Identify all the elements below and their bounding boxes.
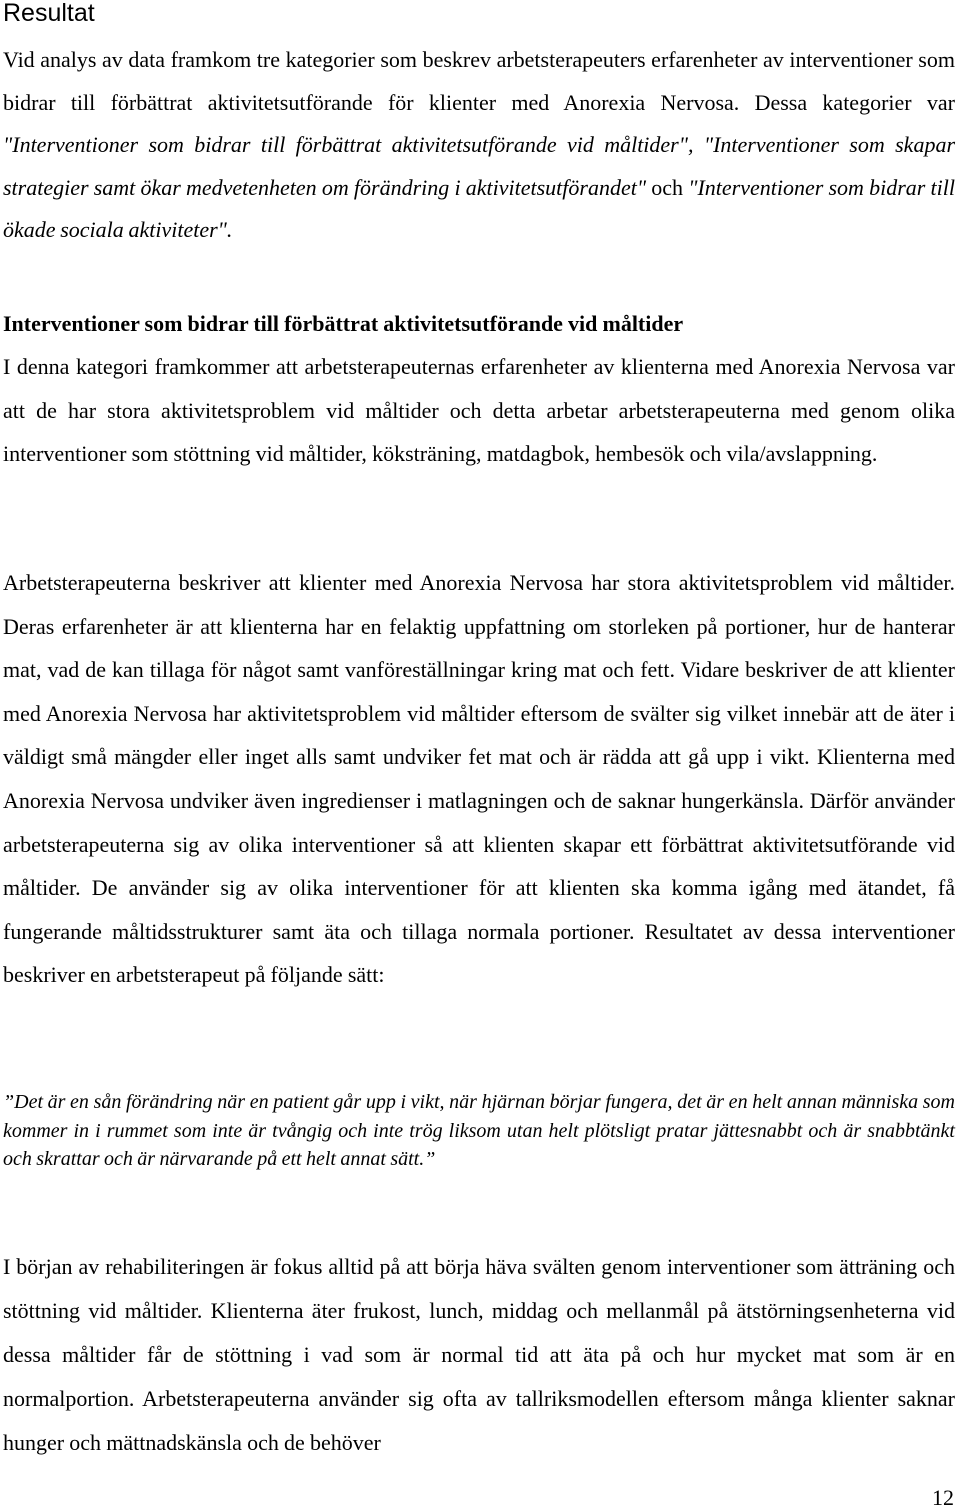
intro-text-2: och <box>646 174 689 200</box>
interview-quote: ”Det är en sån förändring när en patient går upp i vikt, när hjärnan börjar fungera, det är en helt annan människa som kommer in i rummet som inte är tvångig och inte trög liksom utan helt plötsligt pratar jättesnabbt och är snabbtänkt och skrattar och är närvarande på ett helt annat sätt.” <box>3 1091 955 1171</box>
intro-category-last: "Interventioner som bidrar till ökade sociala aktiviteter". <box>3 174 955 243</box>
subheading: Interventioner som bidrar till förbättrat aktivitetsutförande vid måltider <box>3 311 684 336</box>
intro-text-1: Vid analys av data framkom tre kategorier som beskrev arbetsterapeuters erfarenheter av interventioner som bidrar till förbättrat aktivitetsutförande för klienter med Anorexia Nervosa. Dessa kategorier var <box>3 47 955 115</box>
intro-category-list: "Interventioner som bidrar till förbättrat aktivitetsutförande vid måltider", "Interventioner som skapar strategier samt ökar medvetenheten om förändring i aktivitetsutförandet" <box>3 132 955 200</box>
paragraph-3: I början av rehabiliteringen är fokus alltid på att börja häva svälten genom interventioner som ätträning och stöttning vid måltider. Klienterna äter frukost, lunch, middag och mellanmål på ätstörningsenheterna vid dessa måltider får de stöttning i vad som är normal tid att äta på och hur mycket mat som är en normalportion. Arbetsterapeuterna använder sig ofta av tallriksmodellen eftersom många klienter saknar hunger och mättnadskänsla och de behöver <box>3 1254 955 1456</box>
page-number: 12 <box>932 1485 954 1510</box>
section-title: Resultat <box>3 0 95 27</box>
intro-paragraph <box>3 39 955 252</box>
paragraph-2: Arbetsterapeuterna beskriver att klienter med Anorexia Nervosa har stora aktivitetsproblem vid måltider. Deras erfarenheter är att klienterna har en felaktig uppfattning om storleken på portioner, hur de hanterar mat, vad de kan tillaga för något samt vanföreställningar kring mat och fett. Vidare beskriver de att klienter med Anorexia Nervosa har aktivitetsproblem vid måltider eftersom de svälter sig vilket innebär att de äter i väldigt små mängder eller inget alls samt undviker fet mat och är rädda att gå upp i vikt. Klienterna med Anorexia Nervosa undviker även ingredienser i matlagningen och de saknar hungerkänsla. Därför använder arbetsterapeuterna sig av olika interventioner så att klienten skapar ett förbättrat aktivitetsutförande vid måltider. De använder sig av olika interventioner för att klienten ska komma igång med ätandet, få fungerande måltidsstrukturer samt äta och tillaga normala portioner. Resultatet av dessa interventioner beskriver en arbetsterapeut på följande sätt: <box>3 570 955 988</box>
paragraph-1: I denna kategori framkommer att arbetsterapeuternas erfarenheter av klienterna med Anorexia Nervosa var att de har stora aktivitetsproblem vid måltider och detta arbetar arbetsterapeuterna med genom olika interventioner som stöttning vid måltider, köksträning, matdagbok, hembesök och vila/avslappning. <box>3 354 955 466</box>
